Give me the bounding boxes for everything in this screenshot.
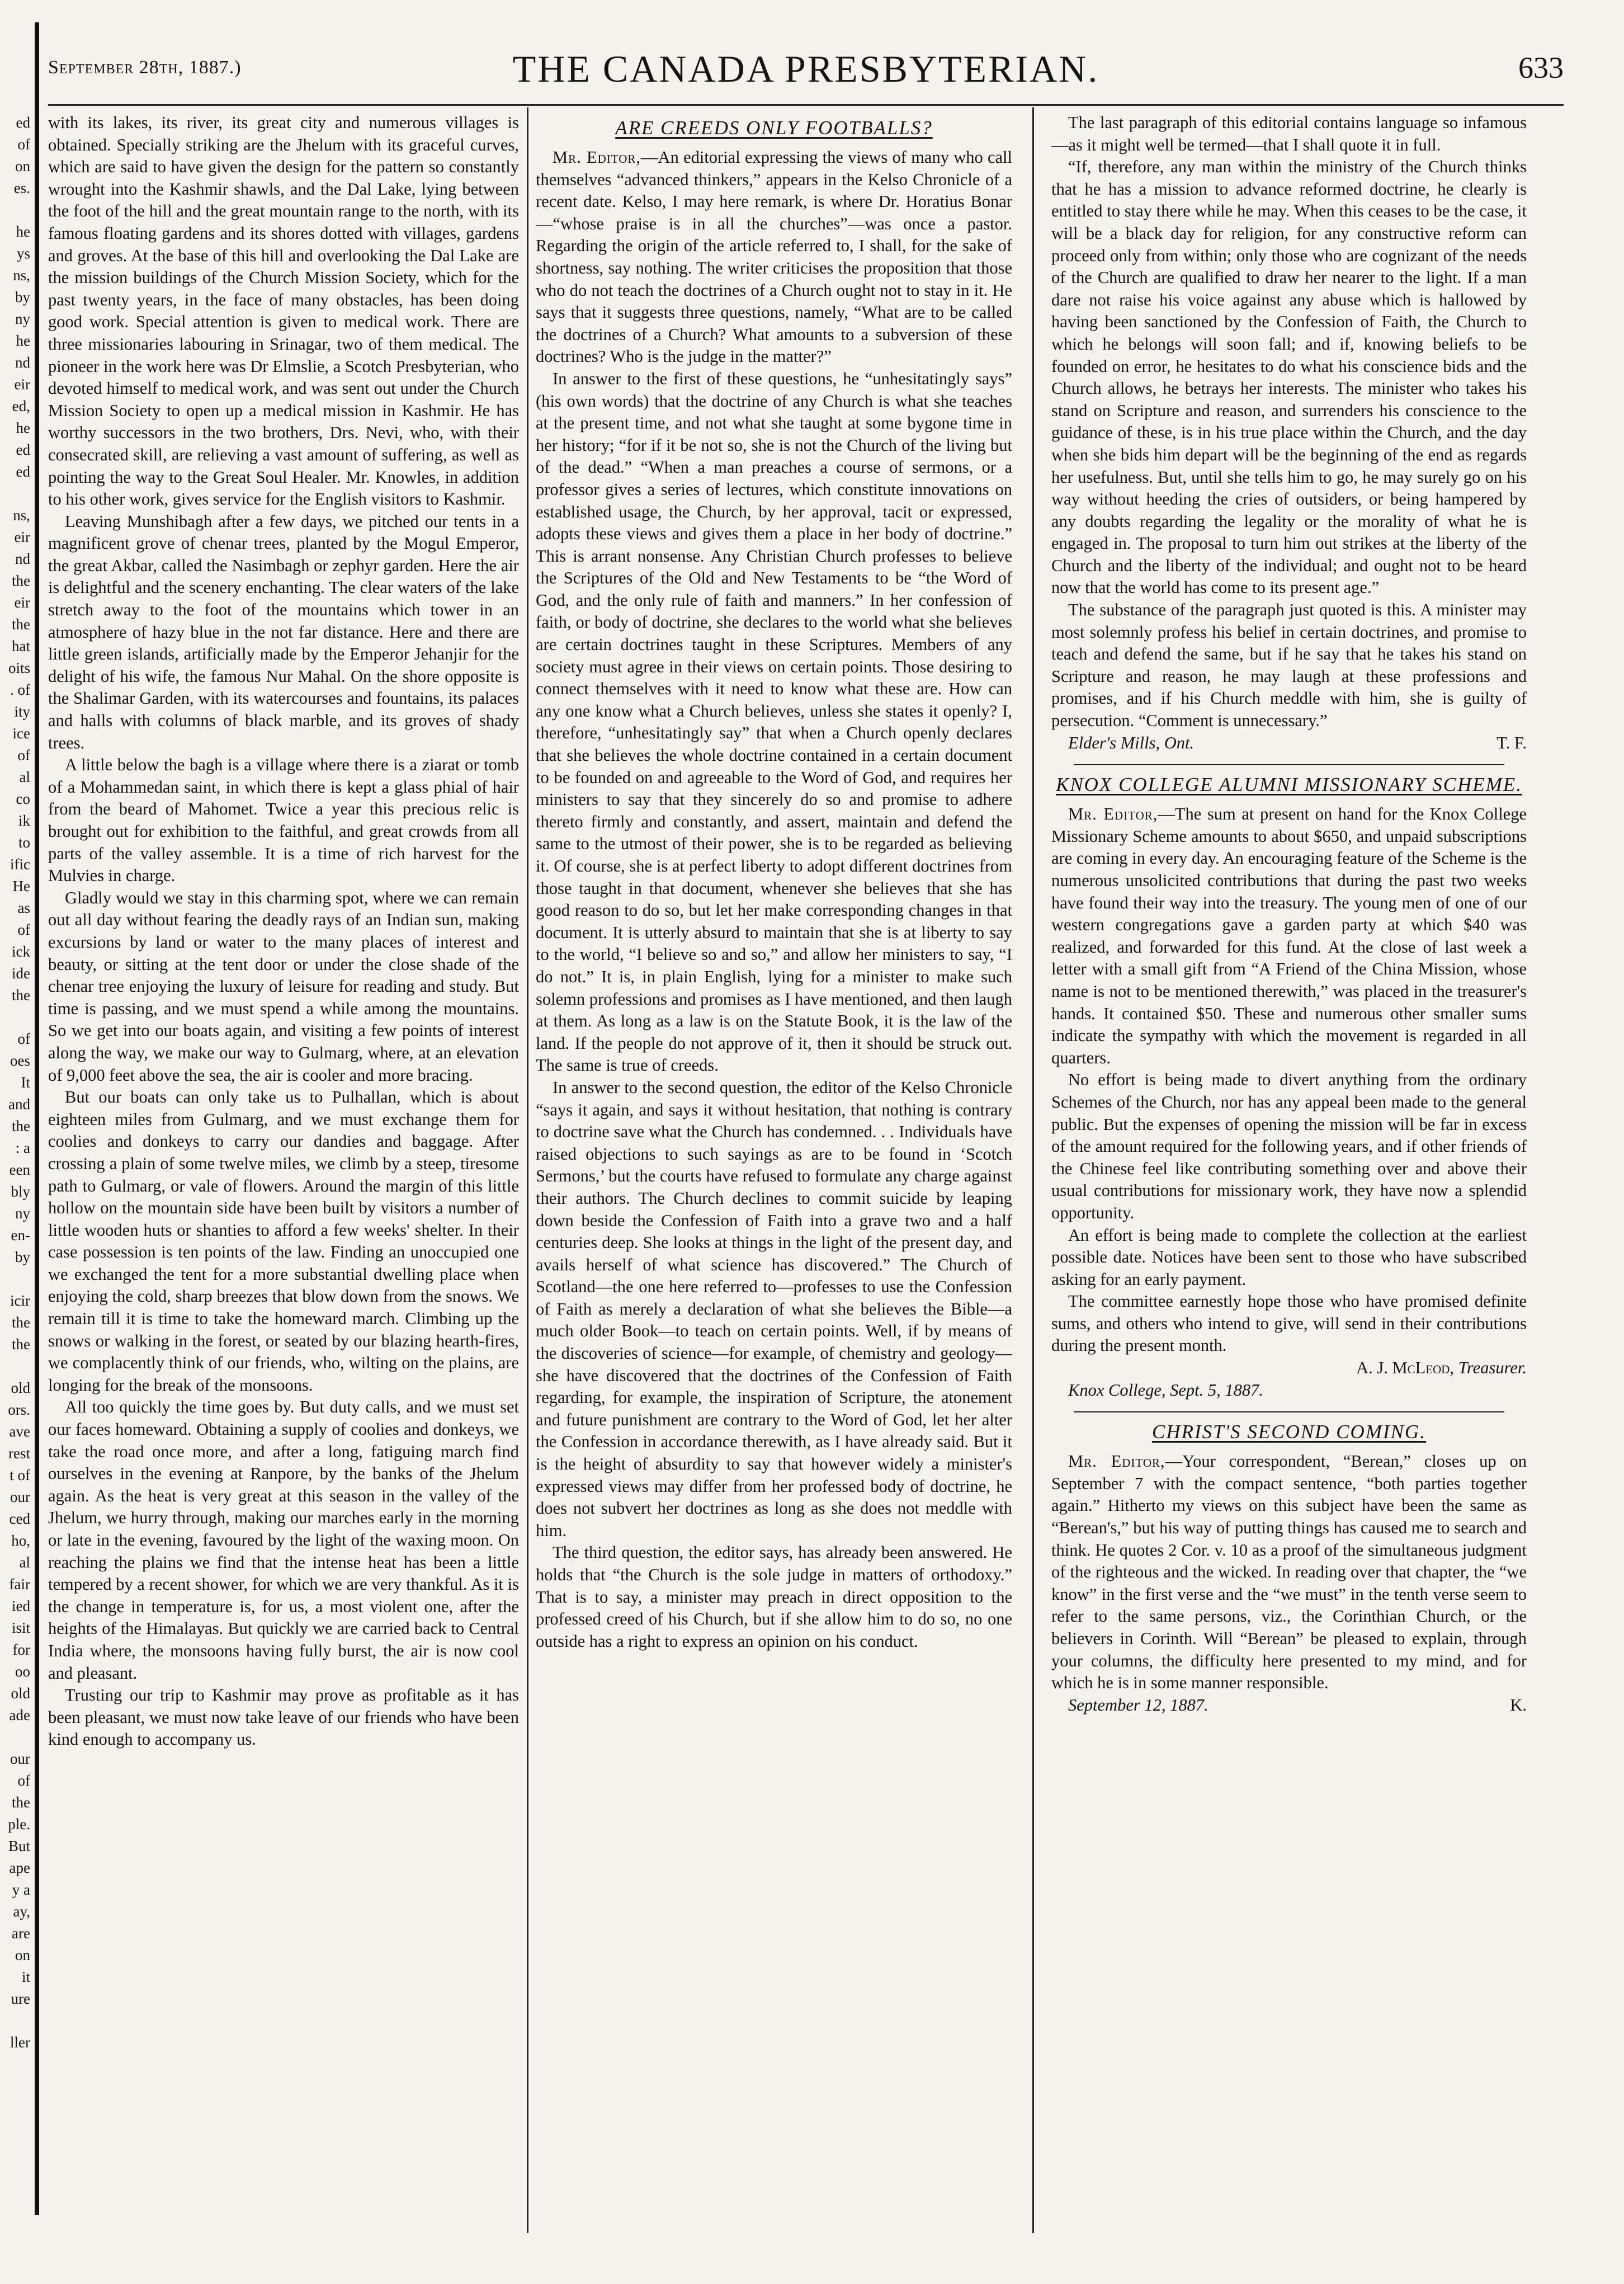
salutation: Mr. Editor, [1068,1452,1165,1471]
facing-page-fragment: bly [11,1183,30,1200]
article-paragraph: The committee earnestly hope those who have promised definite sums, and others who intend to give, will send in their contributions during the present month. [1051,1292,1527,1355]
facing-page-fragment: ho, [11,1532,30,1549]
facing-page-fragment: hat [12,638,30,654]
facing-page-fragment: on [15,158,30,175]
facing-page-fragment [0,1355,32,1377]
facing-page-fragments [0,112,32,2054]
facing-page-fragment: it [21,1969,30,1985]
facing-page-fragment: ed [16,463,30,480]
facing-page-fragment: of [17,136,30,153]
facing-page-fragment: oes [10,1052,30,1069]
article-title: CHRIST'S SECOND COMING. [1151,1421,1427,1443]
facing-page-fragment: icir [10,1292,30,1309]
facing-page-fragment: by [15,1249,30,1265]
facing-page-fragment: es. [13,180,30,196]
facing-page-fragment: ik [18,812,30,829]
signature-name: T. F. [1496,733,1527,752]
facing-page-fragment: ide [12,965,30,982]
signature-place: September 12, 1887. [1068,1695,1208,1715]
signature-name: K. [1510,1695,1527,1715]
facing-page-fragment: the [12,572,30,589]
article-title: ARE CREEDS ONLY FOOTBALLS? [615,117,933,139]
facing-page-fragment [0,2010,32,2032]
signature-place: Knox College, Sept. 5, 1887. [1068,1380,1264,1400]
signature-role: Treasurer. [1458,1358,1527,1378]
facing-page-fragment: he [16,420,30,436]
column-kashmir-letter [48,112,519,2232]
facing-page-fragment: isit [11,1619,30,1636]
facing-page-fragment: ade [9,1707,30,1723]
facing-page-fragment: ific [10,856,30,873]
facing-page-fragment [0,1726,32,1748]
article-paragraph: “If, therefore, any man within the ministry of the Church thinks that he has a mission to advance reformed doctrine, he clearly is entitled to stay there while he may. When this ceases to be the case, it will be a black day for religion, for any constructive reform can proceed only from within; only those who are cognizant of the needs of the Church are qualified to draw her nearer to the light. If a man dare not raise his voice against any abuse which is hallowed by having been sanctioned by the Confession of Faith, the Church to which he belongs will soon fall; and if, knowing beliefs to be founded on error, he hesitates to do what his conscience bids and the Church allows, he betrays her interests. The minister who takes his stand on Scripture and reason, and surrenders his conscience to the guidance of these, is in his true place within the Church, and the day when she bids him depart will be the beginning of the end as regards her usefulness. But, until she tells him to go, he may surely go on his way without heeding the cries of outsiders, or being hampered by any doubts regarding the legality or the morality of what he is engaged in. The proposal to turn him out strikes at the liberty of the Church and the liberty of the individual; and ought not to be heard now that the world has come to its present age.” [1051,157,1527,597]
facing-page-fragment: as [17,900,30,916]
facing-page-fragment: for [12,1641,30,1658]
facing-page-fragment: on [15,1947,30,1963]
facing-page-fragment: eir [14,594,30,611]
article-paragraph [1051,1451,1527,1694]
facing-page-fragment: he [16,332,30,349]
page-number: 633 [1518,51,1564,84]
facing-page-fragment: ied [12,1598,30,1614]
section-divider [1074,764,1504,765]
signature-place: Elder's Mills, Ont. [1068,733,1195,752]
facing-page-fragment: t of [10,1467,30,1484]
facing-page-fragment [0,483,32,505]
gutter-rule [35,22,39,2215]
facing-page-fragment: eir [14,376,30,393]
facing-page-fragment: rest [8,1445,30,1462]
article-paragraph: A little below the bagh is a village where there is a ziarat or tomb of a Mohammedan saint, in which there is kept a glass phial of hair from the beard of Mahomet. Twice a year this precious relic is brought out for exhibition to the faithful, and great crowds from all parts of the valley assemble. It is a time of rich harvest for the Mulvies in charge. [48,755,519,886]
facing-page-fragment: ed [16,114,30,131]
section-divider [1074,1411,1504,1412]
facing-page-fragment: of [17,1772,30,1789]
paragraph-text: —The sum at present on hand for the Knox College Missionary Scheme amounts to about $650, and unpaid subscriptions are coming in every day. An encouraging feature of the Scheme is the numerous unsolicited contributions that during the past two weeks have found their way into the treasury. The young men of one of our western congregations gave a garden party at which $40 was realized, and forwarded for this fund. At the close of last week a letter with a small gift from “A Friend of the China Mission, whose name is not to be mentioned therewith,” was placed in the treasurer's hands. It contained $50. These and numerous other smaller sums indicate the sympathy with which the movement is regarded in all quarters. [1051,804,1527,1067]
facing-page-fragment: ape [9,1859,30,1876]
facing-page-fragment: ay, [13,1903,30,1920]
facing-page-fragment: ny [15,1205,30,1222]
facing-page-fragment: the [12,1336,30,1353]
column-rule [1032,107,1034,2233]
facing-page-fragment: the [12,1314,30,1331]
facing-page-fragment: oo [15,1663,30,1680]
article-paragraph: The last paragraph of this editorial contains language so infamous—as it might well be termed—that I shall quote it in full. [1051,113,1527,154]
facing-page-fragment: co [16,790,30,807]
article-paragraph: Trusting our trip to Kashmir may prove as profitable as it has been pleasant, we must now take leave of our friends who have been kind enough to accompany us. [48,1685,519,1749]
facing-page-fragment: our [10,1750,30,1767]
facing-page-fragment: ced [9,1510,30,1527]
article-paragraph: In answer to the second question, the editor of the Kelso Chronicle “says it again, and says it without hesitation, that nothing is contrary to doctrine save what the Church has condemned. . . Individuals have raised objections to such sayings as are to be found in ‘Scotch Sermons,’ but the courts have refused to formulate any charge against their authors. The Church declines to commit suicide by leaping down beside the Confession of Faith into a grave two and a half centuries deep. She looks at things in the light of the present day, and avails herself of what science has discovered.” The Church of Scotland—the one here referred to—professes to use the Confession of Faith as merely a declaration of what she believes the Bible—a much older Book—to teach on certain points. Well, if by means of the discoveries of science—for example, of chemistry and geology—she have discovered that the doctrines of the Confession of Faith regarding, for example, the inspiration of Scripture, the atonement and future punishment are contrary to the Word of God, let her alter the Confession in accordance therewith, as I have already said. But it is the height of absurdity to say that however widely a minister's expressed views may differ from her professed body of doctrine, he does not subvert her doctrines as long as she does not meddle with him. [536,1077,1012,1540]
facing-page-fragment: old [11,1685,30,1702]
facing-page-fragment: and [8,1096,30,1113]
paragraph-text: —An editorial expressing the views of many who call themselves “advanced thinkers,” appears in the Kelso Chronicle of a recent date. Kelso, I may here remark, is where Dr. Horatius Bonar—“whose praise is in all the churches”—was once a pastor. Regarding the origin of the article referred to, I shall, for the sake of shortness, say nothing. The writer criticises the proposition that those who do not teach the doctrines of a Church ought not to stay in it. He says that it suggests three questions, namely, “What are to be called the doctrines of a Church? What amounts to a subversion of these doctrines? Who is the judge in the matter?” [536,148,1012,366]
facing-page-fragment: the [12,1118,30,1134]
binding-gutter [0,22,39,2215]
facing-page-fragment: ave [9,1423,30,1440]
facing-page-fragment: our [10,1489,30,1505]
facing-page-fragment: en- [11,1227,30,1244]
facing-page-fragment: ure [11,1990,30,2007]
facing-page-fragment: ny [15,310,30,327]
running-header [48,43,1564,104]
facing-page-fragment: to [18,834,30,851]
article-paragraph: with its lakes, its river, its great city and numerous villages is obtained. Specially striking are the Jhelum with its graceful curves, which are said to have given the design for the pattern so constantly wrought into the Kashmir shawls, and the Dal Lake, lying between the foot of the hill and the great mountain range to the north, with its famous floating gardens and its shores dotted with villages, gardens and groves. At the base of this hill and overlooking the Dal Lake are the mission buildings of the Church Mission Society, which for the past twenty years, in the face of many obstacles, has been doing good work. Special attention is given to medical work. There are three missionaries labouring in Srinagar, two of them medical. The pioneer in the work here was Dr Elmslie, a Scotch Presbyterian, who devoted himself to medical work, and was sent out under the Church Mission Society to open up a medical mission in Kashmir. He has worthy successors in the two brothers, Drs. Nevi, who, with their consecrated skill, are relieving a vast amount of suffering, as well as pointing the way to the Great Soul Healer. Mr. Knowles, in addition to his other work, gives service for the English visitors to Kashmir. [48,113,519,509]
header-date: September 28th, 1887.) [48,57,242,78]
facing-page-fragment: al [19,769,30,785]
article-paragraph: But our boats can only take us to Pulhallan, which is about eighteen miles from Gulmarg, and we must exchange them for coolies and donkeys to carry our dandies and baggage. After crossing a plain of some twelve miles, we climb by a steep, tiresome path to Gulmarg, or vale of flowers. Around the margin of this little hollow on the mountain side have been built by visitors a number of little wooden huts or shanties to afford a few weeks' shelter. In their case possession is ten points of the law. Finding an unoccupied one we exchanged the tent for a more substantial dwelling place when enjoying the cold, sharp breezes that blow down from the snows. We remain till it is time to take the homeward march. Climbing up the snows or walking in the forest, or seated by our blazing hearth-fires, we complacently think of our friends, who, wilting on the plains, are longing for the break of the monsoons. [48,1087,519,1395]
facing-page-fragment: It [21,1074,30,1091]
facing-page-fragment: y a [12,1881,30,1898]
facing-page-fragment: by [15,289,30,305]
column-rule [527,107,528,2233]
facing-page-fragment: al [19,1554,30,1571]
salutation: Mr. Editor, [553,148,641,167]
facing-page-fragment: ick [12,943,30,960]
facing-page-fragment: the [12,987,30,1004]
facing-page-fragment: ple. [8,1816,30,1833]
facing-page-fragment: ns, [13,507,30,524]
facing-page-fragment: of [17,1030,30,1047]
article-paragraph [536,147,1012,368]
article-title: KNOX COLLEGE ALUMNI MISSIONARY SCHEME. [1055,774,1523,796]
facing-page-fragment: nd [15,354,30,371]
signature-line [1051,1357,1527,1379]
article-paragraph [1051,803,1527,1069]
facing-page-fragment: the [12,1794,30,1811]
facing-page-fragment: of [17,747,30,764]
facing-page-fragment [0,1006,32,1028]
facing-page-fragment: of [17,921,30,938]
facing-page-fragment: . of [10,681,30,698]
facing-page-fragment: oits [8,660,30,676]
facing-page-fragment: He [12,878,30,894]
article-paragraph: An effort is being made to complete the collection at the earliest possible date. Notices have been sent to those who have subscribed asking for an early payment. [1051,1225,1527,1289]
article-paragraph: Leaving Munshibagh after a few days, we pitched our tents in a magnificent grove of chenar trees, planted by the Mogul Emperor, the great Akbar, called the Nasimbagh or zephyr garden. Here the air is delightful and the scenery enchanting. The clear waters of the lake stretch away to the foot of the mountains which tower in an atmosphere of hazy blue in the not far distance. Here and there are little green islands, artificially made by the Emperor Jehanjir for the delight of his wife, the famous Nur Mahal. On the shore opposite is the Shalimar Garden, with its watercourses and fountains, its palaces and halls with columns of black marble, and its groves of shady trees. [48,511,519,752]
facing-page-fragment: But [8,1838,30,1854]
article-paragraph: No effort is being made to divert anything from the ordinary Schemes of the Church, nor has any appeal been made to the general public. But the expenses of opening the mission will be far in excess of the amount required for the following years, and if other friends of the Chinese feel like contributing something over and above their usual contributions for missionary work, they have now a splendid opportunity. [1051,1070,1527,1222]
column-right [1051,112,1527,2232]
facing-page-fragment: ed [16,441,30,458]
article-paragraph: The third question, the editor says, has already been answered. He holds that “the Church is the sole judge in matters of orthodoxy.” That is to say, a minister may preach in direct opposition to the professed creed of his Church, but if she allow him to do so, no one outside has a right to express an opinion on his conduct. [536,1543,1012,1651]
signature-line [1051,1694,1527,1717]
facing-page-fragment [0,199,32,221]
facing-page-fragment: he [16,223,30,240]
signature-name: A. J. McLeod, [1356,1358,1455,1378]
facing-page-fragment: : a [15,1139,30,1156]
article-paragraph: The substance of the paragraph just quoted is this. A minister may most solemnly profess his belief in certain doctrines, and promise to teach and defend the same, but if he say that he takes his stand on Scripture and reason, he may laugh at these professions and promises, and if his Church meddle with him, she is guilty of persecution. “Comment is unnecessary.” [1051,600,1527,731]
salutation: Mr. Editor, [1068,804,1158,824]
facing-page-fragment: ed, [12,398,30,415]
paragraph-text: —Your correspondent, “Berean,” closes up on September 7 with the compact sentence, “both parties together again.” Hitherto my views on this subject have been the same as “Berean's,” but his way of putting things has caused me to search and think. He quotes 2 Cor. v. 10 as a proof of the simultaneous judgment of the righteous and the wicked. In reading over that chapter, the “we know” in the first verse and the “we must” in the tenth verse seem to refer to the same persons, viz., the Corinthian Church, or the believers in Corinth. Will “Berean” be pleased to explain, through your columns, the difficulty here presented to my mind, and for which he is in some manner responsible. [1051,1452,1527,1693]
article-paragraph: In answer to the first of these questions, he “unhesitatingly says” (his own words) that the doctrine of any Church is what she teaches at the present time, and not what she taught at some bygone time in her history; “for if it be not so, she is not the Church of the living but of the dead.” “When a man preaches a course of sermons, or a professor gives a series of lectures, which constitute innovations on established usage, the Church, by her approval, tacit or expressed, adopts these views and gives them a place in her body of doctrine.” This is arrant nonsense. Any Christian Church professes to believe the Scriptures of the Old and New Testaments to be “the Word of God, and the only rule of faith and manners.” In her confession of faith, or body of doctrine, she declares to the world what she believes are certain doctrines taught in these Scriptures. Members of any society must agree in their views on certain points. Those desiring to connect themselves with it need to know what these are. How can any one know what a Church believes, unless she states it openly? I, therefore, “unhesitatingly say” that when a Church openly declares that she believes the whole doctrine contained in a certain document to be founded on and agreeable to the Word of God, and requires her ministers to say that they sincerely do so and promise to adhere thereto firmly and constantly, and assert, maintain and defend the same to the utmost of their power, she is to be regarded as believing it. Of course, she is at perfect liberty to adopt different doctrines from those taught in that document, whenever she believes that she has good reason to do so, but let her make corresponding changes in that document. It is utterly absurd to maintain that she is at liberty to say to the world, “I believe so and so,” and allow her ministers to say, “I do not.” It is, in plain English, lying for a minister to make such solemn professions and promises as I have mentioned, and then laugh at them. As long as a law is on the Statute Book, it is the law of the land. If the people do not approve of it, then it should be struck out. The same is true of creeds. [536,369,1012,1075]
facing-page-fragment: ors. [8,1401,30,1418]
facing-page-fragment: eir [14,529,30,545]
article-paragraph: Gladly would we stay in this charming spot, where we can remain out all day without fearing the deadly rays of an Indian sun, making excursions by land or water to the many places of interest and beauty, or sitting at the tent door or under the close shade of the chenar tree enjoying the luxury of leisure for reading and study. But time is passing, and we must spend a while among the mountains. So we get into our boats again, and visiting a few points of interest along the way, we make our way to Gulmarg, where, at an elevation of 9,000 feet above the sea, the air is cooler and more bracing. [48,888,519,1085]
facing-page-fragment: ys [16,245,30,262]
signature-line [1051,732,1527,755]
facing-page-fragment: nd [15,550,30,567]
newspaper-title: THE CANADA PRESBYTERIAN. [512,48,1099,90]
facing-page-fragment: the [12,616,30,633]
article-paragraph: All too quickly the time goes by. But duty calls, and we must set our faces homeward. Obtaining a supply of coolies and donkeys, we take the road once more, and after a long, fatiguing march find ourselves in the evening at Ranpore, by the banks of the Jhelum again. As the heat is very great at this season in the valley of the Jhelum, we hurry through, making our marches early in the morning or late in the evening, favoured by the light of the waxing moon. On reaching the plains we find that the intense heat has been a little tempered by a recent shower, for which we are very thankful. As it is the change in temperature is, for us, a most violent one, after the heights of the Himalayas. But quickly we are carried back to Central India where, the monsoons having fully burst, the air is now cool and pleasant. [48,1397,519,1683]
facing-page-fragment: fair [9,1576,30,1593]
facing-page-fragment: ity [14,703,30,720]
facing-page-fragment: ller [10,2034,30,2051]
facing-page-fragment: een [9,1161,30,1178]
header-rule [48,104,1564,106]
facing-page-fragment: ice [12,725,30,742]
facing-page-fragment: are [12,1925,30,1942]
facing-page-fragment: ns, [13,267,30,284]
column-creeds-article [536,112,1012,2232]
facing-page-fragment [0,1268,32,1290]
facing-page-fragment: old [11,1379,30,1396]
